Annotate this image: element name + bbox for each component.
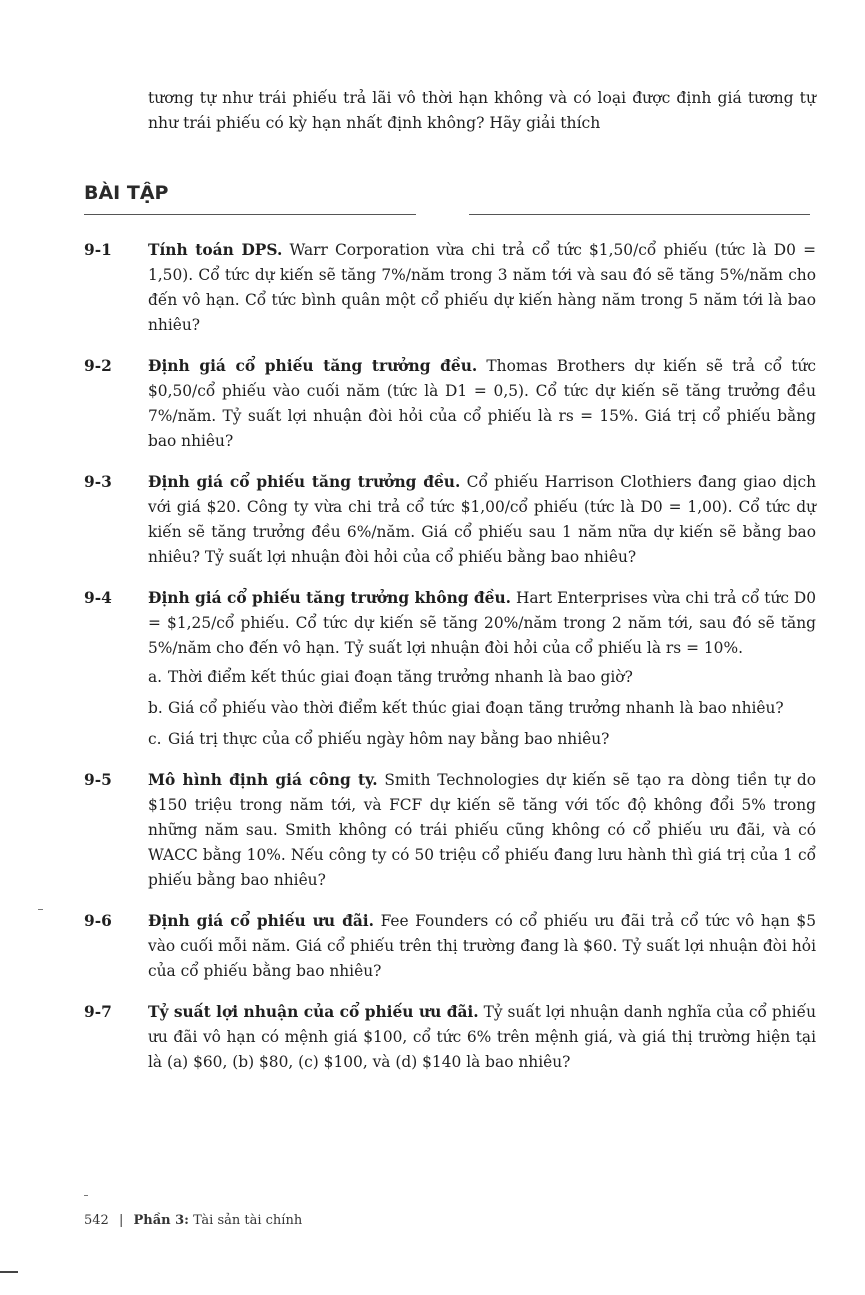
sub-item-text: Giá cổ phiếu vào thời điểm kết thúc giai đoạn tăng trưởng nhanh là bao nhiêu? <box>168 699 784 717</box>
exercise-number: 9-7 <box>84 1003 112 1021</box>
section-title: BÀI TẬP <box>84 182 169 204</box>
footer-part-label: Phần 3: <box>133 1213 189 1228</box>
exercise-9-3 <box>84 470 816 570</box>
intro-text: tương tự như trái phiếu trả lãi vô thời hạn không và có loại được định giá tương tự như trái phiếu có kỳ hạn nhất định không? Hãy giải thích <box>148 89 816 132</box>
exercise-number: 9-5 <box>84 771 112 789</box>
section-rule-right <box>469 214 810 215</box>
page-footer <box>84 1213 302 1228</box>
exercise-number: 9-2 <box>84 357 112 375</box>
page-number: 542 <box>84 1213 109 1228</box>
scan-mark <box>0 1271 18 1273</box>
sub-item-label: c. <box>148 730 162 748</box>
exercise-9-5 <box>84 768 816 893</box>
exercise-body: Thomas Brothers dự kiến sẽ trả cổ tức $0,50/cổ phiếu vào cuối năm (tức là D1 = 0,5). Cổ tức dự kiến sẽ tăng trưởng đều 7%/năm. Tỷ suất lợi nhuận đòi hỏi của cổ phiếu là rs = 15%. Giá trị cổ phiếu bằng bao nhiêu? <box>148 357 816 450</box>
footer-part-title: Tài sản tài chính <box>193 1213 303 1228</box>
exercise-9-7 <box>84 1000 816 1075</box>
exercise-body: Warr Corporation vừa chi trả cổ tức $1,50/cổ phiếu (tức là D0 = 1,50). Cổ tức dự kiến sẽ tăng 7%/năm trong 3 năm tới và sau đó sẽ tăng 5%/năm cho đến vô hạn. Cổ tức bình quân một cổ phiếu dự kiến hàng năm trong 5 năm tới là bao nhiêu? <box>148 241 816 334</box>
exercise-list <box>84 238 816 1091</box>
exercise-title: Tỷ suất lợi nhuận của cổ phiếu ưu đãi. <box>148 1003 479 1021</box>
scan-mark <box>38 909 43 910</box>
exercise-title: Mô hình định giá công ty. <box>148 771 378 789</box>
exercise-title: Định giá cổ phiếu tăng trưởng đều. <box>148 473 461 491</box>
section-rule-left <box>84 214 416 215</box>
sub-item-label: a. <box>148 668 163 686</box>
exercise-body: Fee Founders có cổ phiếu ưu đãi trả cổ tức vô hạn $5 vào cuối mỗi năm. Giá cổ phiếu trên thị trường đang là $60. Tỷ suất lợi nhuận đòi hỏi của cổ phiếu bằng bao nhiêu? <box>148 912 816 980</box>
exercise-number: 9-1 <box>84 241 112 259</box>
exercise-title: Tính toán DPS. <box>148 241 283 259</box>
exercise-body: Hart Enterprises vừa chi trả cổ tức D0 = $1,25/cổ phiếu. Cổ tức dự kiến sẽ tăng 20%/năm trong 2 năm tới, sau đó sẽ tăng 5%/năm cho đến vô hạn. Tỷ suất lợi nhuận đòi hỏi của cổ phiếu là rs = 10%. <box>148 589 817 657</box>
exercise-body: Tỷ suất lợi nhuận danh nghĩa của cổ phiếu ưu đãi vô hạn có mệnh giá $100, cổ tức 6% trên mệnh giá, và giá thị trường hiện tại là (a) $60, (b) $80, (c) $100, và (d) $140 là bao nhiêu? <box>148 1003 816 1071</box>
sub-item-label: b. <box>148 699 163 717</box>
exercise-9-2 <box>84 354 816 454</box>
intro-paragraph <box>148 86 816 136</box>
sub-item-b <box>148 696 816 721</box>
exercise-number: 9-4 <box>84 589 112 607</box>
exercise-9-6 <box>84 909 816 984</box>
exercise-body: Smith Technologies dự kiến sẽ tạo ra dòng tiền tự do $150 triệu trong năm tới, và FCF dự kiến sẽ tăng với tốc độ không đổi 5% trong những năm sau. Smith không có trái phiếu cũng không có cổ phiếu ưu đãi, và có WACC bằng 10%. Nếu công ty có 50 triệu cổ phiếu đang lưu hành thì giá trị của 1 cổ phiếu bằng bao nhiêu? <box>148 771 816 889</box>
exercise-number: 9-6 <box>84 912 112 930</box>
exercise-title: Định giá cổ phiếu tăng trưởng không đều. <box>148 589 512 607</box>
sub-item-text: Giá trị thực của cổ phiếu ngày hôm nay bằng bao nhiêu? <box>168 730 610 748</box>
sub-item-text: Thời điểm kết thúc giai đoạn tăng trưởng nhanh là bao giờ? <box>168 668 633 686</box>
sub-item-c <box>148 727 816 752</box>
exercise-sub-list <box>148 665 816 752</box>
sub-item-a <box>148 665 816 690</box>
exercise-title: Định giá cổ phiếu ưu đãi. <box>148 912 375 930</box>
exercise-title: Định giá cổ phiếu tăng trưởng đều. <box>148 357 478 375</box>
exercise-9-4 <box>84 586 816 752</box>
exercise-body: Cổ phiếu Harrison Clothiers đang giao dịch với giá $20. Công ty vừa chi trả cổ tức $1,00/cổ phiếu (tức là D0 = 1,00). Cổ tức dự kiến sẽ tăng trưởng đều 6%/năm. Giá cổ phiếu sau 1 năm nữa dự kiến sẽ bằng bao nhiêu? Tỷ suất lợi nhuận đòi hỏi của cổ phiếu bằng bao nhiêu? <box>148 473 816 566</box>
exercise-9-1 <box>84 238 816 338</box>
scan-mark <box>84 1195 88 1196</box>
exercise-number: 9-3 <box>84 473 112 491</box>
footer-separator: | <box>118 1213 124 1228</box>
